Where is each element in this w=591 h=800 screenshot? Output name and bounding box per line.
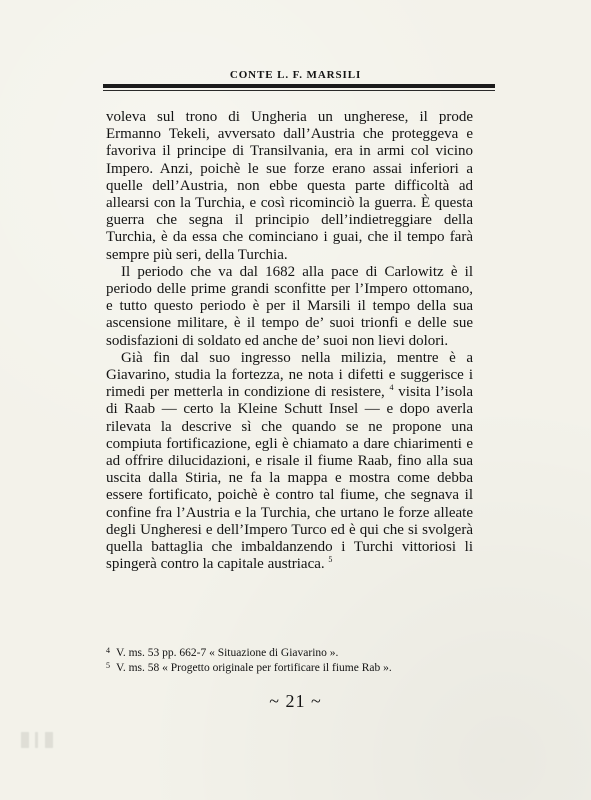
body-paragraph-3-part-2: visita l’isola di Raab — certo la Kleine Schutt Insel — e dopo averla rilevata la descrive sì che quando se ne propone una compiuta fortificazione, egli è chiamato a dare chiarimenti e ad offrire dilucidazioni, e risale il fiume Raab, fino alla sua uscita dalla Stiria, ne fa la mappa e mostra come debba essere fortificato, poichè è contro tal fiume, che segnava il confine fra l’Austria e la Turchia, che urtano le forze alleate degli Ungheresi e dell’Impero Turco ed è qui che si svolgerà quella battaglia che imbaldanzendo i Turchi vittoriosi li spingerà contro la capitale austriaca.: [106, 384, 474, 573]
footnote-reference-4: 4: [389, 383, 394, 393]
footnote-reference-5: 5: [328, 555, 333, 565]
scan-edge-marks: [21, 732, 65, 748]
footnote-4-mark: 4: [106, 646, 110, 655]
main-body-text: [106, 109, 473, 573]
page-number: ~ 21 ~: [269, 691, 322, 711]
footnotes-section: [106, 646, 473, 676]
footnote-4-text: V. ms. 53 pp. 662-7 « Situazione di Giavarino ».: [116, 647, 339, 659]
body-paragraph-3-part-1: Già fin dal suo ingresso nella milizia, mentre è a Giavarino, studia la fortezza, ne nota i difetti e suggerisce i rimedi per metterla in condizione di resistere,: [106, 349, 473, 401]
footnote-5-mark: 5: [106, 661, 110, 670]
footnote-4: [106, 646, 473, 661]
body-paragraph-1: voleva sul trono di Ungheria un ungherese, il prode Ermanno Tekeli, avversato dall’Austria che proteggeva e favoriva il principe di Transilvania, era in armi col vicino Impero. Anzi, poichè le sue forze erano assai inferiori a quelle dell’Austria, non ebbe questa parte difficoltà ad allearsi con la Turchia, e così ricominciò la guerra. È questa guerra che segna il principio dell’indietreggiare della Turchia, è da essa che cominciano i guai, che il tempo farà sempre più seri, della Turchia.: [106, 109, 473, 263]
footnote-5-text: V. ms. 58 « Progetto originale per fortificare il fiume Rab ».: [116, 662, 392, 674]
header-rule-thin: [103, 90, 495, 91]
footnote-5: [106, 661, 473, 676]
body-paragraph-2: Il periodo che va dal 1682 alla pace di Carlowitz è il periodo delle prime grandi sconfitte per l’Impero ottomano, e tutto questo periodo è per il Marsili il tempo della sua ascensione militare, è il tempo de’ suoi trionfi e delle sue sodisfazioni di soldato ed anche de’ suoi non lievi dolori.: [106, 263, 473, 349]
header-rule-thick: [103, 84, 495, 88]
running-header-title: CONTE L. F. MARSILI: [229, 69, 362, 81]
body-paragraph-3: [106, 350, 473, 574]
